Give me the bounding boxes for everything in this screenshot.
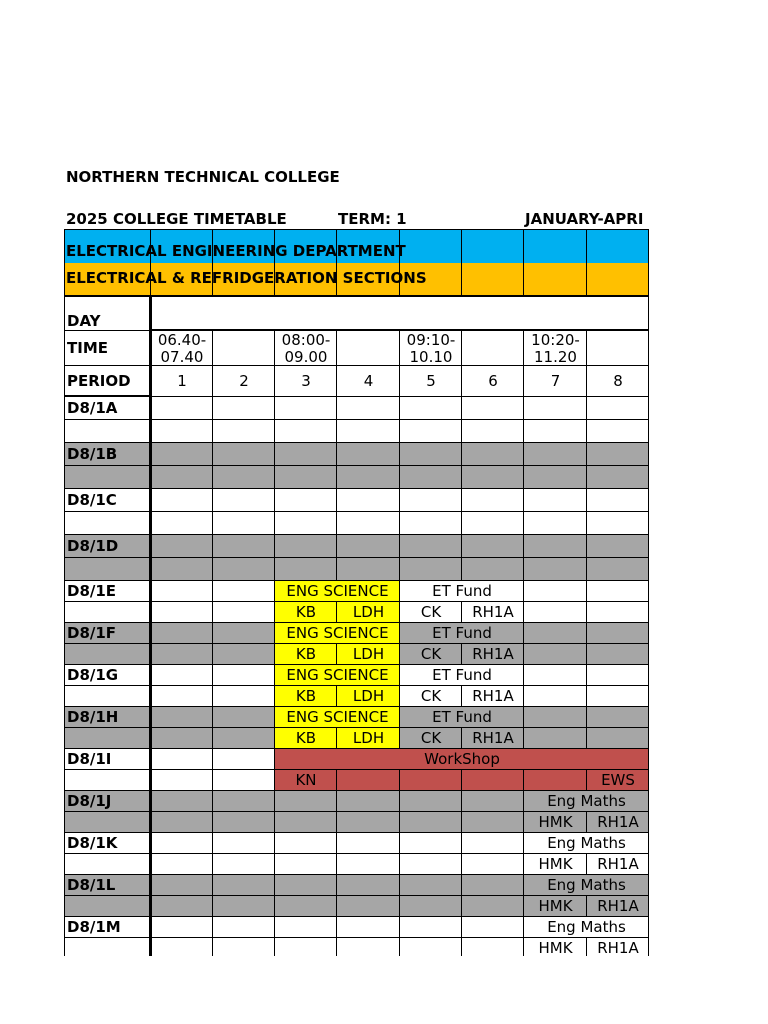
subject-eng-maths: Eng Maths bbox=[523, 916, 649, 938]
time-label: TIME bbox=[64, 330, 151, 366]
table-cell bbox=[150, 748, 213, 770]
lecturer: KB bbox=[274, 601, 337, 623]
table-cell bbox=[274, 832, 337, 854]
table-cell bbox=[150, 790, 213, 812]
table-cell bbox=[461, 769, 524, 791]
table-cell bbox=[150, 895, 213, 917]
lecturer: HMK bbox=[523, 895, 587, 917]
table-cell bbox=[212, 442, 275, 466]
table-cell bbox=[336, 895, 400, 917]
table-cell bbox=[212, 465, 275, 489]
table-cell bbox=[523, 727, 587, 749]
department-band-label: ELECTRICAL ENGINEERING DEPARTMENT bbox=[66, 242, 406, 260]
lecturer: HMK bbox=[523, 853, 587, 875]
subject-eng-science: ENG SCIENCE bbox=[274, 706, 400, 728]
time-slot bbox=[212, 330, 275, 366]
sections-band-label: ELECTRICAL & REFRIDGERATION SECTIONS bbox=[66, 269, 427, 287]
table-cell bbox=[523, 601, 587, 623]
table-cell bbox=[523, 534, 587, 558]
class-label: D8/1A bbox=[64, 396, 151, 420]
lecturer: KB bbox=[274, 727, 337, 749]
table-cell bbox=[212, 895, 275, 917]
table-cell bbox=[586, 557, 649, 581]
table-cell bbox=[336, 442, 400, 466]
class-label: D8/1C bbox=[64, 488, 151, 512]
table-cell bbox=[399, 790, 462, 812]
months-label: JANUARY-APRI bbox=[525, 210, 644, 228]
table-cell bbox=[586, 442, 649, 466]
table-cell bbox=[461, 419, 524, 443]
timetable-title: 2025 COLLEGE TIMETABLE bbox=[66, 210, 287, 228]
table-cell bbox=[274, 853, 337, 875]
table-cell bbox=[586, 706, 649, 728]
table-cell bbox=[399, 442, 462, 466]
table-cell bbox=[523, 557, 587, 581]
table-cell bbox=[336, 465, 400, 489]
table-cell bbox=[586, 685, 649, 707]
class-label-spacer bbox=[64, 511, 151, 535]
table-cell bbox=[586, 419, 649, 443]
period-label: PERIOD bbox=[64, 365, 151, 397]
table-cell bbox=[523, 488, 587, 512]
table-cell bbox=[399, 419, 462, 443]
table-cell bbox=[212, 937, 275, 956]
subject-et-fund: ET Fund bbox=[399, 622, 524, 644]
table-cell bbox=[586, 643, 649, 665]
table-cell bbox=[586, 511, 649, 535]
table-cell bbox=[212, 557, 275, 581]
table-cell bbox=[399, 874, 462, 896]
table-cell bbox=[274, 790, 337, 812]
period-number: 8 bbox=[586, 365, 649, 397]
period-number: 7 bbox=[523, 365, 587, 397]
table-cell bbox=[336, 853, 400, 875]
time-slot bbox=[586, 330, 649, 366]
table-cell bbox=[150, 664, 213, 686]
table-cell bbox=[150, 937, 213, 956]
table-cell bbox=[274, 874, 337, 896]
day-value bbox=[150, 296, 649, 331]
subject-eng-maths: Eng Maths bbox=[523, 790, 649, 812]
college-name: NORTHERN TECHNICAL COLLEGE bbox=[66, 168, 340, 186]
table-cell bbox=[523, 442, 587, 466]
subject-et-fund: ET Fund bbox=[399, 706, 524, 728]
table-cell bbox=[461, 511, 524, 535]
lecturer: CK bbox=[399, 727, 462, 749]
class-label-spacer bbox=[64, 895, 151, 917]
table-cell bbox=[150, 706, 213, 728]
table-cell bbox=[336, 534, 400, 558]
table-cell bbox=[399, 916, 462, 938]
class-label: D8/1I bbox=[64, 748, 151, 770]
table-cell bbox=[212, 727, 275, 749]
table-cell bbox=[150, 488, 213, 512]
table-cell bbox=[336, 557, 400, 581]
table-cell bbox=[523, 664, 587, 686]
table-cell bbox=[461, 937, 524, 956]
table-cell bbox=[150, 465, 213, 489]
lecturer: LDH bbox=[336, 685, 400, 707]
table-cell bbox=[212, 622, 275, 644]
table-cell bbox=[523, 622, 587, 644]
time-slot: 10:20- 11.20 bbox=[523, 330, 587, 366]
class-label: D8/1E bbox=[64, 580, 151, 602]
lecturer: CK bbox=[399, 601, 462, 623]
table-cell bbox=[274, 488, 337, 512]
table-right-border bbox=[648, 330, 649, 956]
table-cell bbox=[212, 748, 275, 770]
time-slot: 08:00- 09.00 bbox=[274, 330, 337, 366]
table-cell bbox=[399, 488, 462, 512]
table-cell bbox=[399, 557, 462, 581]
table-cell bbox=[212, 396, 275, 420]
table-cell bbox=[461, 557, 524, 581]
lecturer: EWS bbox=[586, 769, 649, 791]
subject-workshop: WorkShop bbox=[274, 748, 649, 770]
table-cell bbox=[461, 895, 524, 917]
table-cell bbox=[274, 916, 337, 938]
table-cell bbox=[336, 811, 400, 833]
table-cell bbox=[212, 706, 275, 728]
subject-et-fund: ET Fund bbox=[399, 580, 524, 602]
table-cell bbox=[461, 832, 524, 854]
day-row-bottom-border bbox=[150, 329, 649, 331]
table-cell bbox=[212, 685, 275, 707]
table-cell bbox=[212, 488, 275, 512]
table-cell bbox=[150, 916, 213, 938]
table-cell bbox=[399, 534, 462, 558]
table-cell bbox=[336, 488, 400, 512]
table-cell bbox=[274, 511, 337, 535]
table-cell bbox=[212, 601, 275, 623]
table-cell bbox=[150, 396, 213, 420]
table-cell bbox=[212, 643, 275, 665]
table-cell bbox=[274, 442, 337, 466]
period-row-bottom-border bbox=[64, 395, 150, 397]
class-label-spacer bbox=[64, 465, 151, 489]
period-number: 3 bbox=[274, 365, 337, 397]
table-cell bbox=[523, 419, 587, 443]
class-label: D8/1H bbox=[64, 706, 151, 728]
table-cell bbox=[399, 895, 462, 917]
time-slot bbox=[336, 330, 400, 366]
table-cell bbox=[461, 811, 524, 833]
table-cell bbox=[274, 419, 337, 443]
table-cell bbox=[150, 622, 213, 644]
class-label: D8/1F bbox=[64, 622, 151, 644]
table-cell bbox=[274, 465, 337, 489]
table-cell bbox=[461, 534, 524, 558]
table-cell bbox=[523, 643, 587, 665]
period-number: 2 bbox=[212, 365, 275, 397]
table-cell bbox=[336, 916, 400, 938]
class-label-spacer bbox=[64, 937, 151, 956]
subject-eng-science: ENG SCIENCE bbox=[274, 664, 400, 686]
table-cell bbox=[399, 396, 462, 420]
table-cell bbox=[399, 937, 462, 956]
class-label: D8/1L bbox=[64, 874, 151, 896]
table-cell bbox=[150, 685, 213, 707]
table-cell bbox=[150, 580, 213, 602]
class-label-spacer bbox=[64, 769, 151, 791]
table-cell bbox=[274, 557, 337, 581]
table-cell bbox=[150, 442, 213, 466]
table-cell bbox=[461, 396, 524, 420]
subject-eng-maths: Eng Maths bbox=[523, 874, 649, 896]
table-cell bbox=[150, 853, 213, 875]
table-cell bbox=[336, 769, 400, 791]
table-cell bbox=[150, 419, 213, 443]
timetable-grid bbox=[64, 229, 712, 956]
table-cell bbox=[336, 396, 400, 420]
table-cell bbox=[212, 580, 275, 602]
time-slot: 06.40- 07.40 bbox=[150, 330, 213, 366]
lecturer: RH1A bbox=[586, 895, 649, 917]
table-cell bbox=[586, 580, 649, 602]
class-label-spacer bbox=[64, 643, 151, 665]
table-cell bbox=[150, 511, 213, 535]
table-cell bbox=[586, 465, 649, 489]
table-cell bbox=[586, 664, 649, 686]
table-cell bbox=[399, 465, 462, 489]
table-cell bbox=[399, 832, 462, 854]
table-cell bbox=[523, 580, 587, 602]
table-cell bbox=[212, 534, 275, 558]
lecturer: RH1A bbox=[461, 643, 524, 665]
lecturer: RH1A bbox=[461, 727, 524, 749]
table-cell bbox=[399, 853, 462, 875]
table-cell bbox=[399, 769, 462, 791]
lecturer: RH1A bbox=[586, 853, 649, 875]
lecturer: KB bbox=[274, 685, 337, 707]
table-cell bbox=[212, 811, 275, 833]
table-cell bbox=[274, 895, 337, 917]
period-number: 4 bbox=[336, 365, 400, 397]
lecturer: HMK bbox=[523, 937, 587, 956]
table-cell bbox=[586, 534, 649, 558]
class-label: D8/1G bbox=[64, 664, 151, 686]
subject-eng-science: ENG SCIENCE bbox=[274, 622, 400, 644]
lecturer: LDH bbox=[336, 601, 400, 623]
class-label-spacer bbox=[64, 601, 151, 623]
table-cell bbox=[523, 706, 587, 728]
period-number: 6 bbox=[461, 365, 524, 397]
table-cell bbox=[336, 790, 400, 812]
term-label: TERM: 1 bbox=[338, 210, 407, 228]
lecturer: KB bbox=[274, 643, 337, 665]
table-cell bbox=[586, 601, 649, 623]
lecturer: RH1A bbox=[461, 601, 524, 623]
table-cell bbox=[336, 937, 400, 956]
table-cell bbox=[523, 685, 587, 707]
table-cell bbox=[336, 511, 400, 535]
class-label-spacer bbox=[64, 557, 151, 581]
table-cell bbox=[461, 853, 524, 875]
table-cell bbox=[150, 874, 213, 896]
day-label: DAY bbox=[64, 296, 151, 331]
table-cell bbox=[523, 511, 587, 535]
table-cell bbox=[150, 811, 213, 833]
table-cell bbox=[274, 534, 337, 558]
table-cell bbox=[212, 916, 275, 938]
time-slot bbox=[461, 330, 524, 366]
table-cell bbox=[461, 790, 524, 812]
class-label-spacer bbox=[64, 685, 151, 707]
table-cell bbox=[586, 622, 649, 644]
lecturer: HMK bbox=[523, 811, 587, 833]
day-row-top-border bbox=[64, 295, 649, 297]
table-cell bbox=[461, 916, 524, 938]
class-label: D8/1J bbox=[64, 790, 151, 812]
table-cell bbox=[586, 727, 649, 749]
class-label: D8/1K bbox=[64, 832, 151, 854]
table-cell bbox=[461, 488, 524, 512]
table-cell bbox=[274, 396, 337, 420]
class-label-spacer bbox=[64, 853, 151, 875]
table-cell bbox=[461, 465, 524, 489]
lecturer: RH1A bbox=[586, 937, 649, 956]
class-label-spacer bbox=[64, 727, 151, 749]
lecturer: CK bbox=[399, 643, 462, 665]
lecturer: CK bbox=[399, 685, 462, 707]
table-cell bbox=[212, 853, 275, 875]
time-slot: 09:10- 10.10 bbox=[399, 330, 462, 366]
lecturer: LDH bbox=[336, 643, 400, 665]
subject-eng-maths: Eng Maths bbox=[523, 832, 649, 854]
table-cell bbox=[212, 769, 275, 791]
table-cell bbox=[150, 727, 213, 749]
table-cell bbox=[336, 419, 400, 443]
lecturer: KN bbox=[274, 769, 337, 791]
table-cell bbox=[461, 874, 524, 896]
table-cell bbox=[274, 937, 337, 956]
lecturer: RH1A bbox=[586, 811, 649, 833]
table-cell bbox=[212, 832, 275, 854]
period-number: 1 bbox=[150, 365, 213, 397]
table-cell bbox=[399, 511, 462, 535]
table-cell bbox=[399, 811, 462, 833]
table-cell bbox=[336, 832, 400, 854]
table-cell bbox=[586, 488, 649, 512]
table-cell bbox=[586, 396, 649, 420]
table-cell bbox=[274, 811, 337, 833]
table-cell bbox=[150, 769, 213, 791]
table-cell bbox=[523, 465, 587, 489]
class-label: D8/1M bbox=[64, 916, 151, 938]
table-cell bbox=[523, 396, 587, 420]
table-cell bbox=[150, 643, 213, 665]
subject-et-fund: ET Fund bbox=[399, 664, 524, 686]
table-cell bbox=[212, 664, 275, 686]
table-cell bbox=[523, 769, 587, 791]
table-cell bbox=[150, 534, 213, 558]
table-cell bbox=[150, 557, 213, 581]
table-cell bbox=[212, 419, 275, 443]
table-cell bbox=[212, 874, 275, 896]
table-cell bbox=[336, 874, 400, 896]
lecturer: LDH bbox=[336, 727, 400, 749]
table-cell bbox=[212, 511, 275, 535]
table-cell bbox=[150, 601, 213, 623]
class-label-spacer bbox=[64, 419, 151, 443]
class-label: D8/1B bbox=[64, 442, 151, 466]
table-cell bbox=[212, 790, 275, 812]
period-number: 5 bbox=[399, 365, 462, 397]
class-label: D8/1D bbox=[64, 534, 151, 558]
table-cell bbox=[150, 832, 213, 854]
subject-eng-science: ENG SCIENCE bbox=[274, 580, 400, 602]
table-cell bbox=[461, 442, 524, 466]
lecturer: RH1A bbox=[461, 685, 524, 707]
class-label-spacer bbox=[64, 811, 151, 833]
